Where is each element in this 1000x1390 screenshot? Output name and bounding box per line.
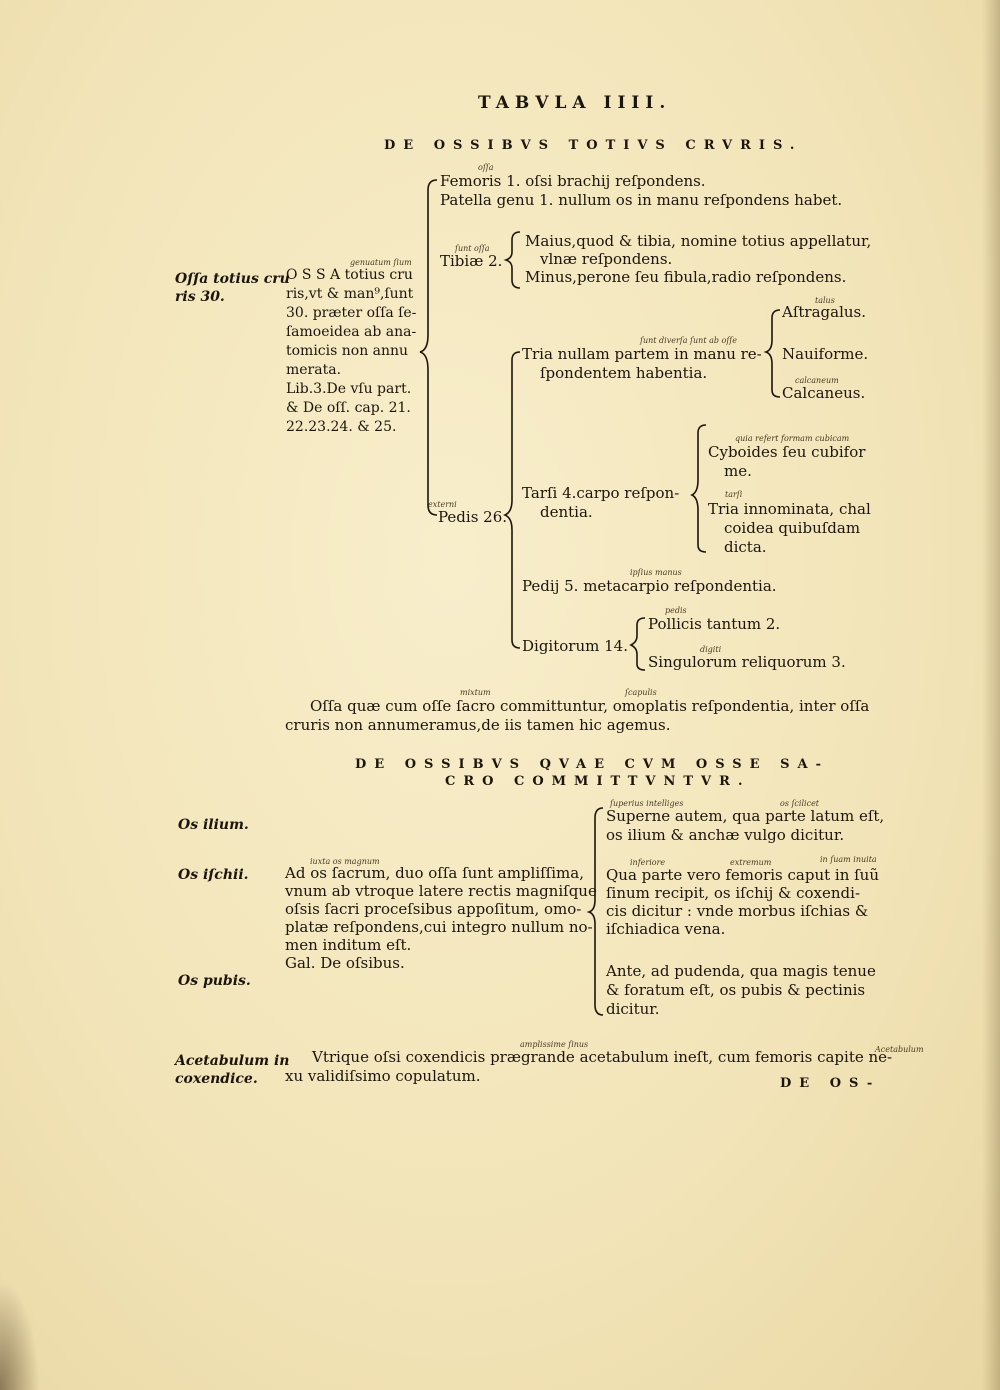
tria-innominata-line3: dicta. <box>724 538 767 556</box>
handwritten-annotation: extremum <box>730 858 772 867</box>
handwritten-annotation: genuatum ſium <box>350 258 412 267</box>
digitorum-label: Digitorum 14. <box>522 637 628 655</box>
nauiforme: Nauiforme. <box>782 345 869 363</box>
tria-innominata-line1: Tria innominata, chal <box>708 500 871 518</box>
handwritten-annotation: quia refert formam cubicam <box>735 434 850 443</box>
astragalus: Aſtragalus. <box>782 303 866 321</box>
tarsi-brace <box>692 425 706 552</box>
calcaneus: Calcaneus. <box>782 384 866 402</box>
ossa-line: Lib.3.De vſu part. <box>286 381 412 397</box>
handwritten-annotation: ſunt diverſa ſunt ab oſſe <box>640 336 737 345</box>
handwritten-annotation: amplissime ſinus <box>520 1040 589 1049</box>
cyboides-line2: me. <box>724 462 752 480</box>
section-heading-cruris: DE OSSIBVS TOTIVS CRVRIS. <box>384 138 803 153</box>
handwritten-annotation: ſunt oſſa <box>455 244 490 253</box>
margin-note-ossa-line1: Oſſa totius cru <box>175 271 290 287</box>
pedis-label: Pedis 26. <box>438 508 508 526</box>
paragraph-ossa-sacro-line1: Oſſa quæ cum oſſe ſacro committuntur, omoplatis reſpondentia, inter oſſa <box>310 697 870 715</box>
ossa-line: & De oſſ. cap. 21. <box>286 400 411 416</box>
ante-line: dicitur. <box>606 1000 660 1018</box>
catchword: DE OS- <box>780 1076 881 1091</box>
tria-brace <box>766 310 780 397</box>
margin-note-acetabulum <box>175 1052 289 1088</box>
sacrum-line: platæ reſpondens,cui integro nullum no- <box>285 918 593 936</box>
maius-line1: Maius,quod & tibia, nomine totius appellatur, <box>525 232 872 250</box>
maius-line2: vlnæ reſpondens. <box>540 250 673 268</box>
margin-note-ilium: Os ilium. <box>178 817 249 833</box>
sacrum-paragraph <box>285 864 597 972</box>
handwritten-annotation: in ſuam inuita <box>820 855 877 864</box>
handwritten-annotation: oſſa <box>478 163 494 172</box>
acetabulum-paragraph-line1: Vtrique oſsi coxendicis prægrande acetabulum ineſt, cum femoris capite ne- <box>312 1048 893 1066</box>
minus-line: Minus,perone ſeu fibula,radio reſpondens. <box>525 268 847 286</box>
pedis-brace <box>505 352 520 648</box>
sacrum-line: men inditum eſt. <box>285 936 412 954</box>
tria-innominata-line2: coidea quibuſdam <box>724 519 861 537</box>
ante-block <box>606 962 876 1019</box>
quaparte-line: ſinum recipit, os iſchij & coxendi- <box>606 884 861 902</box>
handwritten-annotation: talus <box>815 296 835 305</box>
section-heading-sacro-line1: DE OSSIBVS QVAE CVM OSSE SA- <box>355 757 829 772</box>
tria-line1: Tria nullam partem in manu re- <box>522 345 762 363</box>
quaparte-block <box>606 866 879 938</box>
handwritten-annotation: Acetabulum <box>875 1045 924 1054</box>
handwritten-annotation: mixtum <box>460 688 491 697</box>
quaparte-line: Qua parte vero femoris caput in ſuũ <box>606 866 879 884</box>
ossa-line: ris,vt & man⁹,ſunt <box>286 286 414 302</box>
sacrum-line: oſsis ſacri proceſsibus appoſitum, omo- <box>285 900 582 918</box>
handwritten-annotation: externi <box>428 500 457 509</box>
tibiae-label: Tibiæ 2. <box>440 252 503 270</box>
ossa-line: merata. <box>286 362 342 378</box>
handwritten-annotation: digiti <box>700 645 722 654</box>
section-heading-sacro-line2: CRO COMMITTVNTVR. <box>445 774 751 789</box>
main-brace <box>420 180 437 515</box>
margin-note-ossa-line2: ris 30. <box>175 289 225 305</box>
handwritten-annotation: tarſi <box>725 490 743 499</box>
femoris-line: Femoris 1. oſsi brachij reſpondens. <box>440 172 706 190</box>
margin-note-acetabulum-line2: coxendice. <box>175 1071 258 1087</box>
tibiae-brace <box>506 232 520 288</box>
superne-line: Superne autem, qua parte latum eſt, <box>606 807 885 825</box>
ossa-line: ſamoeidea ab ana- <box>286 324 417 340</box>
handwritten-annotation: iuxta os magnum <box>310 857 380 866</box>
ossa-line: tomicis non annu <box>286 343 409 359</box>
superne-line: os ilium & anchæ vulgo dicitur. <box>606 826 845 844</box>
pollicis-line: Pollicis tantum 2. <box>648 615 781 633</box>
singulorum-line: Singulorum reliquorum 3. <box>648 653 846 671</box>
tarsi-line2: dentia. <box>540 503 593 521</box>
ante-line: Ante, ad pudenda, qua magis tenue <box>606 962 876 980</box>
ossa-line: 30. præter oſſa ſe- <box>286 305 417 321</box>
page-title: TABVLA IIII. <box>478 93 672 113</box>
handwritten-annotation: calcaneum <box>795 376 839 385</box>
handwritten-annotation: ſcapulis <box>625 688 657 697</box>
tarsi-line1: Tarſi 4.carpo reſpon- <box>522 484 680 502</box>
ossa-line: 22.23.24. & 25. <box>286 419 397 435</box>
quaparte-line: iſchiadica vena. <box>606 920 726 938</box>
handwritten-annotation: inferiore <box>630 858 666 867</box>
ante-line: & foratum eſt, os pubis & pectinis <box>606 981 866 999</box>
sacrum-line: vnum ab vtroque latere rectis magniſque <box>285 882 597 900</box>
handwritten-annotation: ipſius manus <box>630 568 682 577</box>
acetabulum-paragraph-line2: xu validiſsimo copulatum. <box>285 1067 481 1085</box>
digitorum-brace <box>631 618 645 670</box>
patella-line: Patella genu 1. nullum os in manu reſpondens habet. <box>440 191 843 209</box>
paragraph-ossa-sacro-line2: cruris non annumeramus,de iis tamen hic agemus. <box>285 716 671 734</box>
superne-block <box>606 807 884 845</box>
ossa-line: O S S A totius cru <box>286 267 413 283</box>
pedij-line: Pedij 5. metacarpio reſpondentia. <box>522 577 777 595</box>
tria-line2: ſpondentem habentia. <box>540 364 708 382</box>
margin-note-ischii: Os iſchii. <box>178 867 249 883</box>
quaparte-line: cis dicitur : vnde morbus iſchias & <box>606 902 869 920</box>
handwritten-annotation: ſuperius intelliges <box>610 799 684 808</box>
cyboides-line1: Cyboides ſeu cubifor <box>708 443 866 461</box>
sacrum-line: Ad os ſacrum, duo oſſa ſunt ampliſſima, <box>285 864 584 882</box>
margin-note-acetabulum-line1: Acetabulum in <box>175 1053 290 1069</box>
handwritten-annotation: pedis <box>665 606 687 615</box>
handwritten-annotation: os ſcilicet <box>780 799 820 808</box>
sacrum-line: Gal. De oſsibus. <box>285 954 405 972</box>
margin-note-pubis: Os pubis. <box>178 973 251 989</box>
